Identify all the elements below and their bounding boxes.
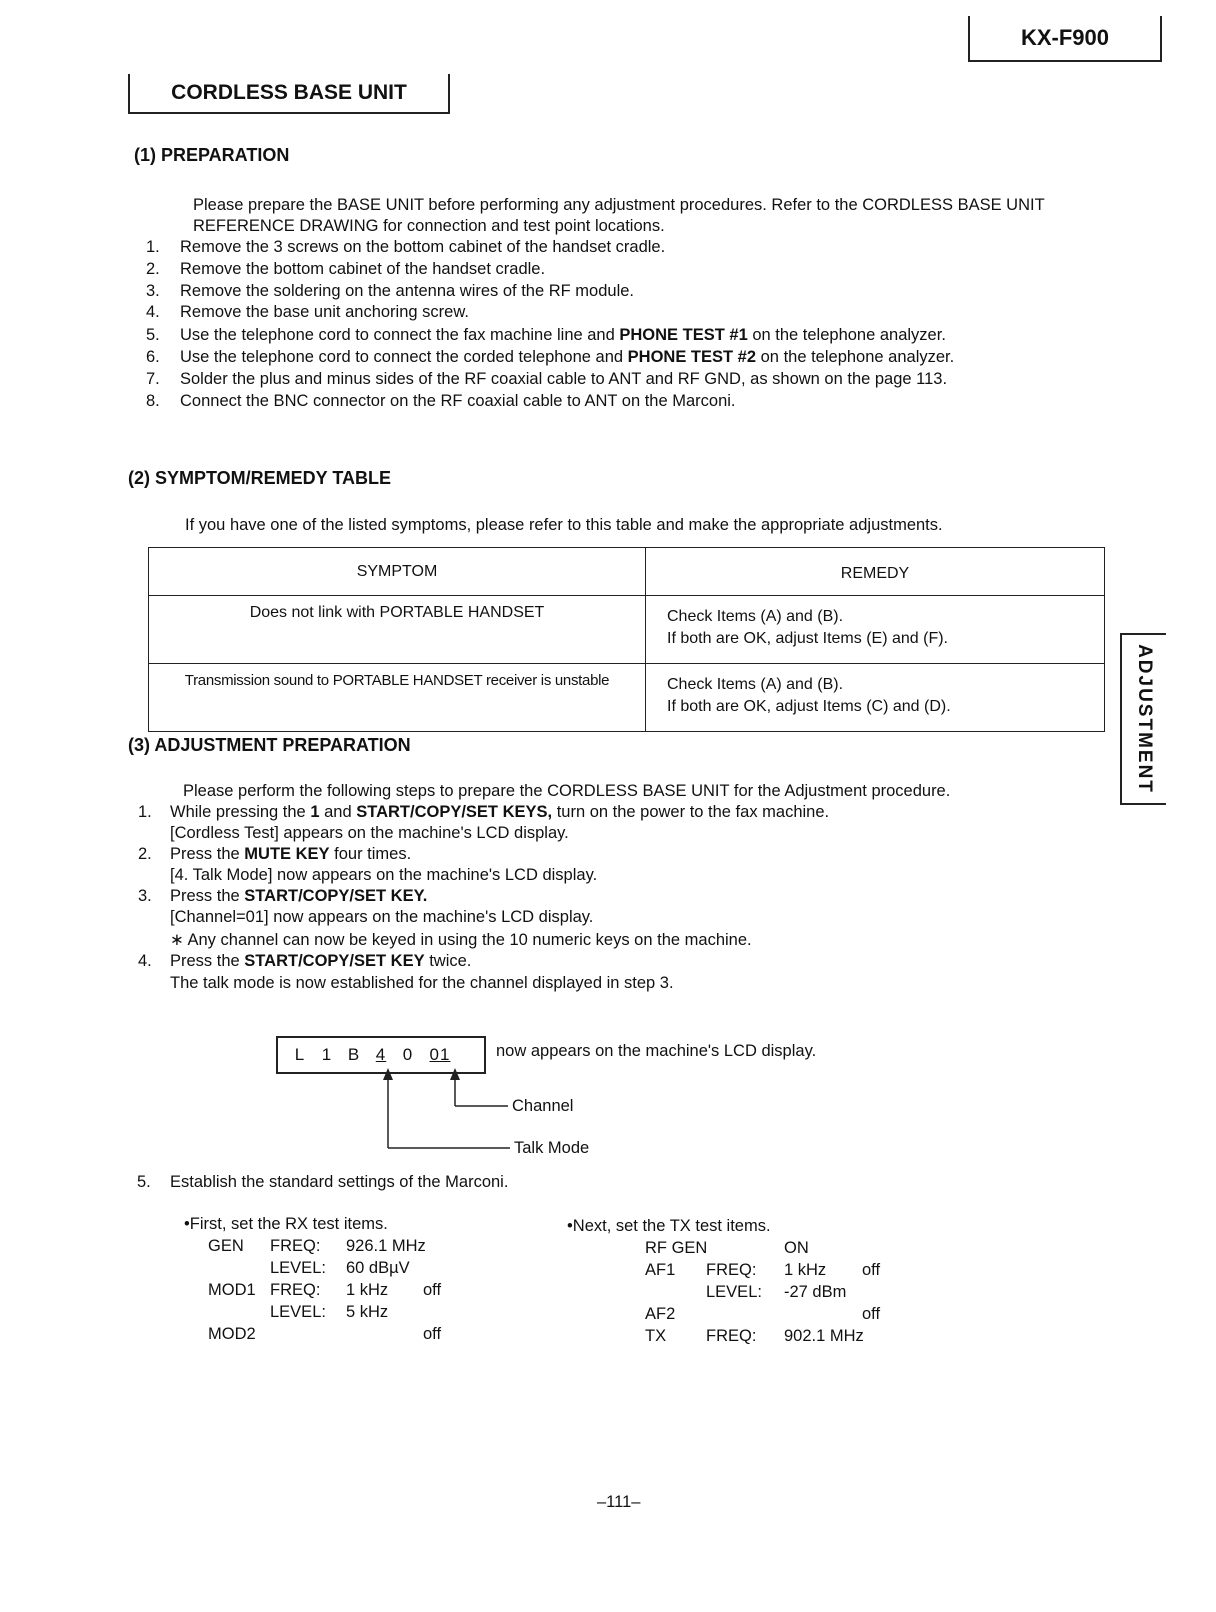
column-header-symptom: SYMPTOM (149, 548, 646, 596)
symptom-heading: (2) SYMPTOM/REMEDY TABLE (128, 468, 392, 488)
list-item: Establish the standard settings of the Marconi. (170, 1173, 509, 1191)
step-number: 4. (138, 952, 152, 970)
step-number: 3. (138, 887, 152, 905)
step-number: 2. (146, 260, 160, 278)
list-item: Press the START/COPY/SET KEY. (170, 887, 428, 905)
step-number: 1. (138, 803, 152, 821)
step-number: 2. (138, 845, 152, 863)
list-item-detail: [4. Talk Mode] now appears on the machine's LCD display. (170, 866, 598, 884)
lcd-char-channel: 01 (429, 1045, 451, 1064)
lcd-char: 0 (402, 1045, 414, 1064)
remedy-line: If both are OK, adjust Items (E) and (F). (667, 630, 948, 647)
tx-item-label: TX (645, 1327, 667, 1345)
tx-value: ON (784, 1239, 809, 1257)
step-number: 4. (146, 303, 160, 321)
remedy-line: Check Items (A) and (B). (667, 608, 844, 625)
tx-state: off (862, 1305, 881, 1323)
tx-param: LEVEL: (706, 1283, 762, 1301)
model-number: KX-F900 (968, 16, 1162, 62)
tx-item-label: AF1 (645, 1261, 676, 1279)
list-item-detail: [Channel=01] now appears on the machine's LCD display. (170, 908, 594, 926)
callout-talk-mode-label: Talk Mode (514, 1139, 590, 1157)
list-item: Press the START/COPY/SET KEY twice. (170, 952, 472, 970)
lcd-display (276, 1036, 486, 1074)
remedy-cell (646, 664, 1105, 732)
list-item: Remove the base unit anchoring screw. (180, 303, 469, 321)
section-title: CORDLESS BASE UNIT (128, 74, 450, 114)
tx-value: 1 kHz (784, 1261, 827, 1279)
page-number: –111– (597, 1493, 641, 1511)
rx-item-label: GEN (208, 1237, 244, 1255)
lcd-char-talk-mode: 4 (375, 1045, 387, 1064)
lcd-note: now appears on the machine's LCD display. (496, 1042, 817, 1060)
symptom-remedy-table (148, 547, 1105, 732)
remedy-line: If both are OK, adjust Items (C) and (D). (667, 698, 951, 715)
rx-param: LEVEL: (270, 1303, 326, 1321)
rx-param: FREQ: (270, 1281, 321, 1299)
side-tab (1120, 633, 1166, 805)
step-number: 6. (146, 348, 160, 366)
list-item: Remove the bottom cabinet of the handset cradle. (180, 260, 546, 278)
step-number: 7. (146, 370, 160, 388)
rx-param: LEVEL: (270, 1259, 326, 1277)
list-item: Press the MUTE KEY four times. (170, 845, 412, 863)
rx-item-label: MOD2 (208, 1325, 256, 1343)
rx-param: FREQ: (270, 1237, 321, 1255)
rx-value: 1 kHz (346, 1281, 389, 1299)
symptom-cell: Does not link with PORTABLE HANDSET (149, 596, 646, 664)
remedy-cell (646, 596, 1105, 664)
step-number: 8. (146, 392, 160, 410)
column-header-remedy: REMEDY (646, 548, 1105, 596)
adjprep-intro: Please perform the following steps to prepare the CORDLESS BASE UNIT for the Adjustment procedure. (183, 782, 951, 800)
step-number: 1. (146, 238, 160, 256)
prep-heading: (1) PREPARATION (134, 145, 290, 165)
prep-intro: REFERENCE DRAWING for connection and test point locations. (193, 217, 665, 235)
adjprep-heading: (3) ADJUSTMENT PREPARATION (128, 735, 411, 755)
list-item: Solder the plus and minus sides of the RF coaxial cable to ANT and RF GND, as shown on the page 113. (180, 370, 948, 388)
rx-item-label: MOD1 (208, 1281, 256, 1299)
lcd-char: L (294, 1045, 306, 1064)
table-header-row (149, 548, 1105, 596)
side-tab-label: ADJUSTMENT (1134, 644, 1155, 794)
lcd-char: 1 (321, 1045, 333, 1064)
tx-param: FREQ: (706, 1261, 757, 1279)
list-item: Remove the 3 screws on the bottom cabinet of the handset cradle. (180, 238, 666, 256)
rx-state: off (423, 1325, 442, 1343)
list-item: Connect the BNC connector on the RF coaxial cable to ANT on the Marconi. (180, 392, 736, 410)
tx-value: 902.1 MHz (784, 1327, 864, 1345)
tx-item-label: RF GEN (645, 1239, 708, 1257)
table-row (149, 664, 1105, 732)
symptom-intro: If you have one of the listed symptoms, please refer to this table and make the appropriate adjustments. (185, 516, 943, 534)
rx-title: •First, set the RX test items. (184, 1215, 388, 1233)
lcd-char: B (347, 1045, 361, 1064)
list-item: While pressing the 1 and START/COPY/SET KEYS, turn on the power to the fax machine. (170, 803, 830, 821)
rx-value: 5 kHz (346, 1303, 389, 1321)
rx-value: 60 dBµV (346, 1259, 410, 1277)
tx-item-label: AF2 (645, 1305, 676, 1323)
list-item: Use the telephone cord to connect the corded telephone and PHONE TEST #2 on the telephone analyzer. (180, 348, 955, 366)
tx-state: off (862, 1261, 881, 1279)
step-number: 5. (146, 326, 160, 344)
step-number: 5. (137, 1173, 151, 1191)
list-item: Use the telephone cord to connect the fax machine line and PHONE TEST #1 on the telephone analyzer. (180, 326, 946, 344)
list-item: Remove the soldering on the antenna wires of the RF module. (180, 282, 635, 300)
symptom-cell: Transmission sound to PORTABLE HANDSET receiver is unstable (149, 664, 646, 732)
callout-channel-label: Channel (512, 1097, 574, 1115)
tx-title: •Next, set the TX test items. (567, 1217, 771, 1235)
tx-value: -27 dBm (784, 1283, 847, 1301)
tx-param: FREQ: (706, 1327, 757, 1345)
rx-state: off (423, 1281, 442, 1299)
prep-intro: Please prepare the BASE UNIT before performing any adjustment procedures. Refer to the CORDLESS BASE UNIT (193, 196, 1045, 214)
list-item-detail: [Cordless Test] appears on the machine's LCD display. (170, 824, 569, 842)
remedy-line: Check Items (A) and (B). (667, 676, 844, 693)
list-item-detail: The talk mode is now established for the channel displayed in step 3. (170, 974, 674, 992)
rx-value: 926.1 MHz (346, 1237, 426, 1255)
list-item-note: ∗ Any channel can now be keyed in using the 10 numeric keys on the machine. (170, 931, 752, 949)
step-number: 3. (146, 282, 160, 300)
table-row (149, 596, 1105, 664)
